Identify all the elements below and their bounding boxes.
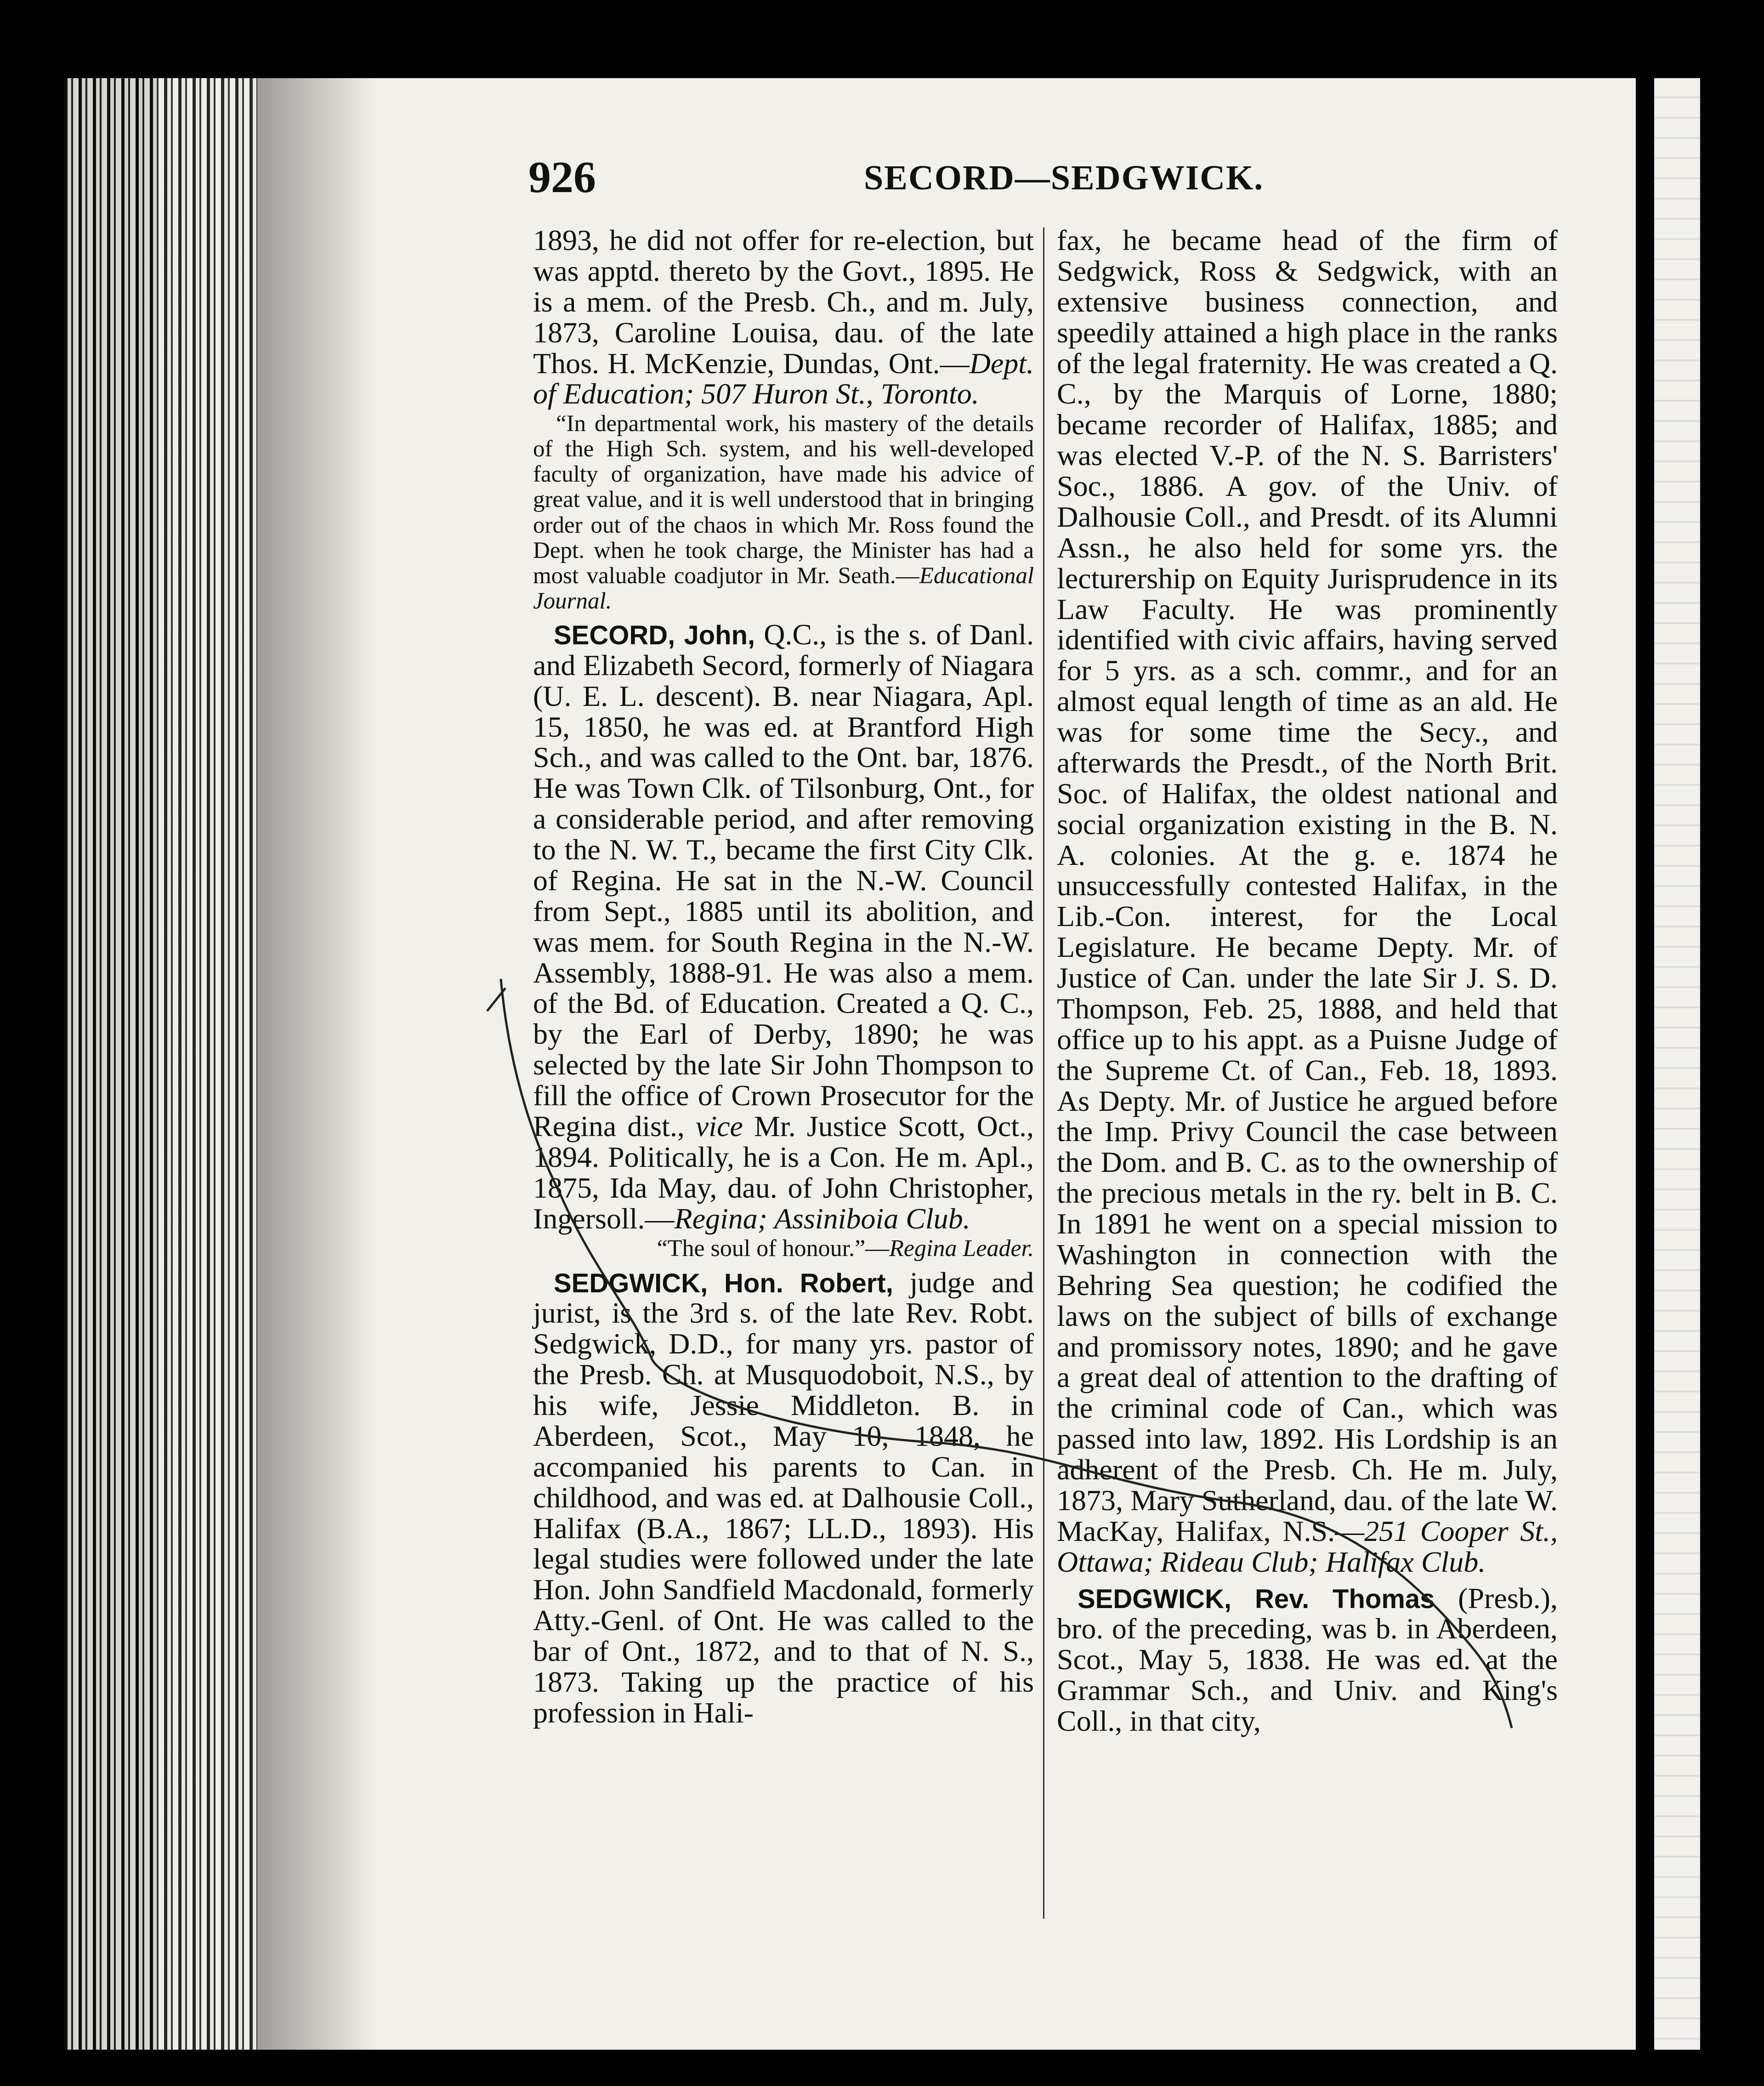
entry-heading: SEDGWICK, Rev. Thomas: [1078, 1584, 1435, 1614]
address: Regina; Assiniboia Club.: [674, 1202, 970, 1235]
quote-source: Educational Journal.: [533, 563, 1034, 614]
page-header: [528, 152, 1558, 211]
page-number: 926: [528, 153, 596, 202]
running-head: SECORD—SEDGWICK.: [864, 159, 1264, 197]
next-page-edge: [1654, 78, 1700, 2050]
left-column: [533, 225, 1034, 1926]
quotation: “In departmental work, his mastery of the details of the High Sch. system, and his well-developed faculty of organization, have made his advice of great value, and it is well understood that in bringing order out of the chaos in which Mr. Ross found the Dept. when he took charge, the Minister has had a most valuable coadjutor in Mr. Seath.—Educational Journal.: [533, 411, 1034, 614]
right-column: [1057, 225, 1558, 1926]
binding-gutter: [64, 78, 257, 2050]
gutter-shadow: [257, 78, 377, 2050]
entry-secord-john: SECORD, John, Q.C., is the s. of Danl. and Elizabeth Secord, formerly of Niagara (U. E. L. descent). B. near Niagara, Apl. 15, 1850, he was ed. at Brantford High Sch., and was called to the Ont. bar, 1876. He was Town Clk. of Tilsonburg, Ont., for a considerable period, and after removing to the N. W. T., became the first City Clk. of Regina. He sat in the N.-W. Council from Sept., 1885 until its abolition, and was mem. for South Regina in the N.-W. Assembly, 1888-91. He was also a mem. of the Bd. of Education. Created a Q. C., by the Earl of Derby, 1890; he was selected by the late Sir John Thompson to fill the office of Crown Prosecutor for the Regina dist., vice Mr. Justice Scott, Oct., 1894. Politically, he is a Con. He m. Apl., 1875, Ida May, dau. of John Christopher, Ingersoll.—Regina; Assiniboia Club.: [533, 618, 1034, 1235]
address: Dept. of Education; 507 Huron St., Toronto.: [533, 347, 1034, 410]
column-divider: [1043, 227, 1044, 1919]
address: 251 Cooper St., Ottawa; Rideau Club; Halifax Club.: [1057, 1514, 1558, 1578]
entry-heading: SEDGWICK, Hon. Robert,: [554, 1268, 893, 1298]
quote-source: Regina Leader.: [889, 1235, 1034, 1262]
entry-heading: SECORD, John,: [554, 620, 755, 650]
quotation: “The soul of honour.”—Regina Leader.: [657, 1235, 1034, 1262]
entry-continuation: fax, he became head of the firm of Sedgwick, Ross & Sedgwick, with an extensive business connection, and speedily attained a high place in the ranks of the legal fraternity. He was created a Q. C., by the Marquis of Lorne, 1880; became recorder of Halifax, 1885; and was elected V.-P. of the N. S. Barristers' Soc., 1886. A gov. of the Univ. of Dalhousie Coll., and Presdt. of its Alumni Assn., he also held for some yrs. the lecturership on Equity Jurisprudence in its Law Faculty. He was prominently identified with civic affairs, having served for 5 yrs. as a sch. commr., and for an almost equal length of time as an ald. He was for some time the Secy., and afterwards the Presdt., of the North Brit. Soc. of Halifax, the oldest national and social organization existing in the B. N. A. colonies. At the g. e. 1874 he unsuccessfully contested Halifax, in the Lib.-Con. interest, for the Local Legislature. He became Depty. Mr. of Justice of Can. under the late Sir J. S. D. Thompson, Feb. 25, 1888, and held that office up to his appt. as a Puisne Judge of the Supreme Ct. of Can., Feb. 18, 1893. As Depty. Mr. of Justice he argued before the Imp. Privy Council the case between the Dom. and B. C. as to the ownership of the precious metals in the ry. belt in B. C. In 1891 he went on a special mission to Washington in connection with the Behring Sea question; he codified the laws on the subject of bills of exchange and promissory notes, 1890; and he gave a great deal of attention to the drafting of the criminal code of Can., which was passed into law, 1892. His Lordship is an adherent of the Presb. Ch. He m. July, 1873, Mary Sutherland, dau. of the late W. MacKay, Halifax, N.S.—251 Cooper St., Ottawa; Rideau Club; Halifax Club.: [1057, 224, 1558, 1578]
entry-continuation: 1893, he did not offer for re-election, but was apptd. thereto by the Govt., 1895. He is a mem. of the Presb. Ch., and m. July, 1873, Caroline Louisa, dau. of the late Thos. H. McKenzie, Dundas, Ont.—Dept. of Education; 507 Huron St., Toronto.: [533, 224, 1034, 410]
entry-sedgwick-thomas: SEDGWICK, Rev. Thomas (Presb.), bro. of the preceding, was b. in Aberdeen, Scot., May 5, 1838. He was ed. at the Grammar Sch., and Univ. and King's Coll., in that city,: [1057, 1581, 1558, 1737]
entry-sedgwick-robert: SEDGWICK, Hon. Robert, judge and jurist, is the 3rd s. of the late Rev. Robt. Sedgwick, D.D., for many yrs. pastor of the Presb. Ch. at Musquodoboit, N.S., by his wife, Jessie Middleton. B. in Aberdeen, Scot., May 10, 1848, he accompanied his parents to Can. in childhood, and was ed. at Dalhousie Coll., Halifax (B.A., 1867; LL.D., 1893). His legal studies were followed under the late Hon. John Sandfield Macdonald, formerly Atty.-Genl. of Ont. He was called to the bar of Ont., 1872, and to that of N. S., 1873. Taking up the practice of his profession in Hali-: [533, 1266, 1034, 1729]
page-edge-gap: [1636, 78, 1654, 2050]
